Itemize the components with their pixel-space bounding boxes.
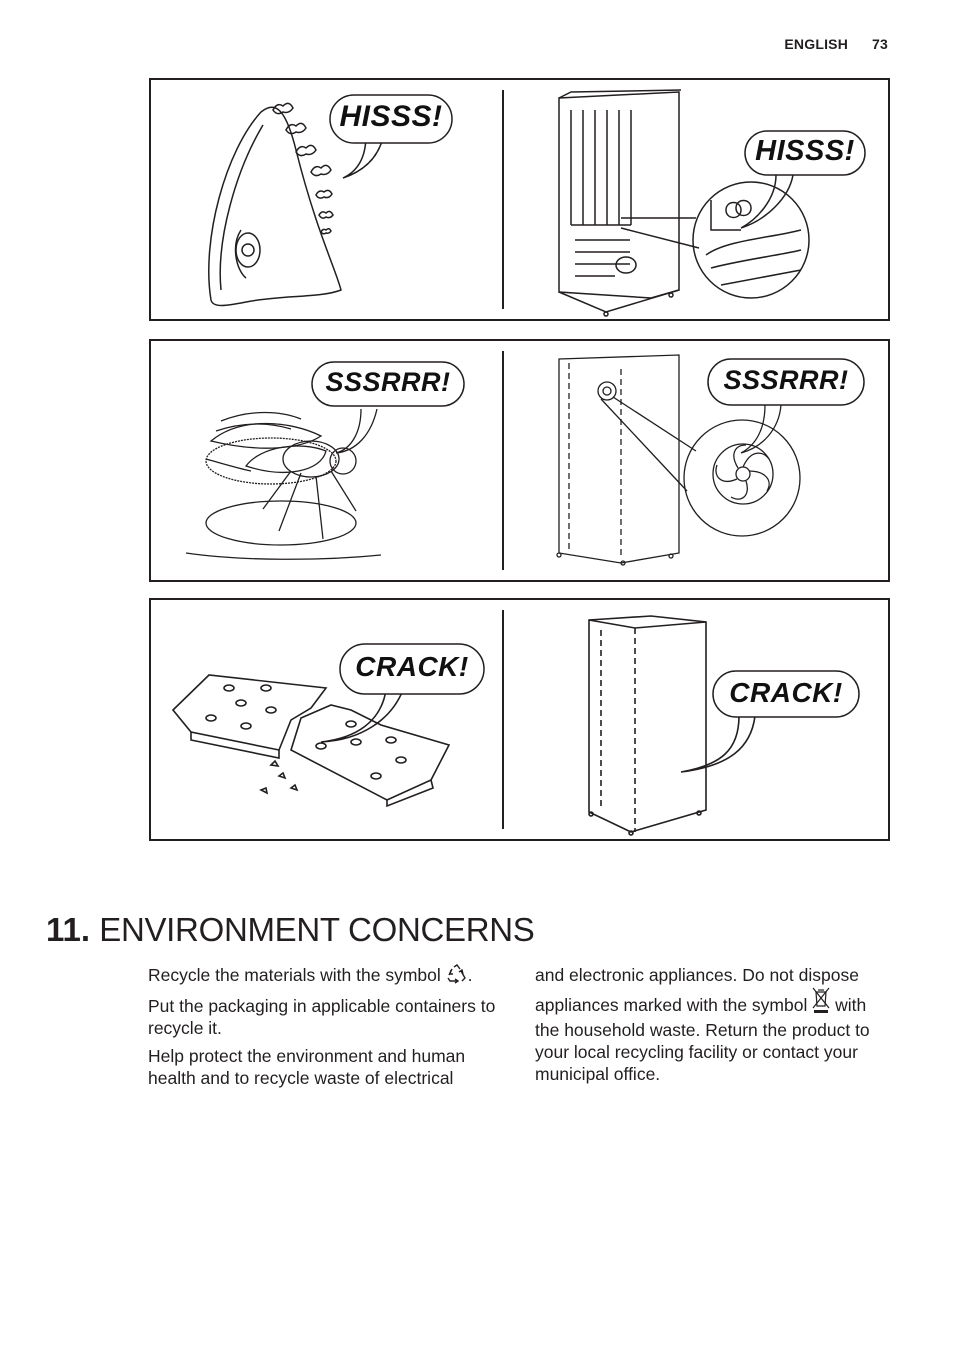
header-language: ENGLISH — [784, 36, 849, 52]
paragraph-part: and electronic appliances. Do not dispose appliances marked with the symbol — [535, 965, 859, 1015]
paragraph: Help protect the environment and human health and to recycle waste of electrical — [148, 1046, 466, 1088]
iron-illustration — [151, 80, 892, 323]
ice-and-cabinet-illustration — [151, 600, 892, 843]
paragraph: Put the packaging in applicable containers to recycle it. — [148, 996, 496, 1038]
page-number: 73 — [872, 36, 888, 52]
sound-label: CRACK! — [355, 651, 469, 682]
speech-bubble — [339, 643, 485, 695]
crossed-bin-icon — [812, 986, 830, 1019]
sound-label: HISSS! — [755, 135, 855, 167]
page-header — [760, 36, 888, 52]
speech-bubble — [707, 358, 865, 406]
sound-label: CRACK! — [729, 677, 843, 708]
paragraph-part: with the household waste. Return the product to your local recycling facility or contact your municipal office. — [535, 995, 870, 1084]
text-column-left — [148, 964, 508, 1095]
speech-bubble — [329, 94, 453, 144]
speech-bubble — [311, 361, 465, 407]
text-column-right — [535, 964, 895, 1091]
recycle-text: Recycle the materials with the symbol — [148, 965, 441, 985]
speech-bubble — [712, 670, 860, 718]
paragraph — [148, 964, 508, 989]
recycle-icon — [446, 964, 468, 989]
section-heading — [46, 910, 535, 950]
sound-label: HISSS! — [339, 100, 443, 133]
section-title: ENVIRONMENT CONCERNS — [99, 911, 535, 948]
section-number: 11. — [46, 911, 91, 948]
sound-label: SSSRRR! — [325, 367, 451, 397]
paragraph — [535, 964, 895, 1085]
speech-bubble — [744, 130, 866, 176]
noise-panel-hiss — [149, 78, 890, 321]
sound-label: SSSRRR! — [723, 365, 849, 395]
noise-panel-fan — [149, 339, 890, 582]
recycle-text-end: . — [467, 965, 473, 985]
noise-panel-crack — [149, 598, 890, 841]
